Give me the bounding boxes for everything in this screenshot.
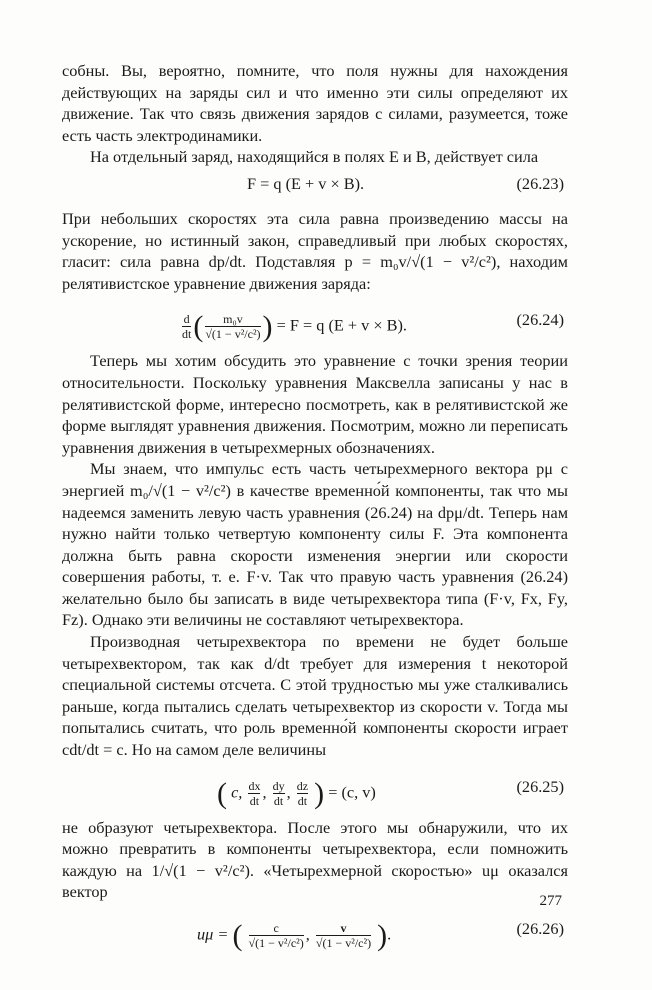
equation-number: (26.26) xyxy=(516,919,564,938)
derivative: $\frac{d}{dt}$ xyxy=(182,312,192,342)
equation-number: (26.24) xyxy=(516,310,564,330)
paragraph: Мы знаем, что импульс есть часть четырехмерного вектора pμ с энергией m₀/√(1 − v²/c²) в качестве временно́й компоненты, так что мы надеемся заменить левую часть уравнения (26.24) на dpμ/dt. Теперь нам нужно найти только четвертую компоненту силы F. Эта компонента должна быть равна скорости изменения энергии или скорости совершения работы, т. е. F·v. Так что правую часть уравнения (26.24) желательно было бы записать в виде четырехвектора типа (F·v, Fx, Fy, Fz). Однако эти величины не составляют четырехвектора. xyxy=(62,459,568,630)
paragraph: При небольших скоростях эта сила равна произведению массы на ускорение, но истинный закон, справедливый при любых скоростях, гласит: сила равна dp/dt. Подставляя p = m₀v/√(1 − v²/c²), находим релятивистское уравнение движения заряда: xyxy=(62,208,568,293)
rhs: = F = q (E + v × B). xyxy=(276,316,407,336)
rhs: = (c, v) xyxy=(328,782,376,802)
formula: ( c, $\frac{dx}{dt}$ , $\frac{dy}{dt}$ , $\frac{dz}{dt}$ ) = (c, v) xyxy=(217,776,376,810)
paragraph: собны. Вы, вероятно, помните, что поля нужны для нахождения действующих на заряды сил и что именно эти силы определяют их движение. Так что связь движения зарядов с силами, разумеется, тоже есть часть электродинамики. xyxy=(62,61,568,145)
equation-26-25 xyxy=(62,765,568,811)
equation-26-23 xyxy=(62,172,568,202)
formula: uμ = ( $\frac{c}{\text{√(1 − v²/c²)}}$ , $\frac{v}{\text{√(1 − v²/c²)}}$ ). xyxy=(197,919,392,952)
equation-number: (26.23) xyxy=(516,173,564,193)
paragraph: Производная четырехвектора по времени не будет больше четырехвектором, так как d/dt требует для измерения t некоторой специальной системы отсчета. С этой трудностью мы уже сталкивались раньше, когда пытались сделать четырехвектор из скорости v. Тогда мы попытались считать, что роль временно́й компоненты скорости играет cdt/dt = c. Но на самом деле величины xyxy=(62,632,568,760)
equation-26-24 xyxy=(62,298,568,344)
formula: F = q (E + v × B). xyxy=(247,173,365,193)
page-number: 277 xyxy=(539,893,562,909)
page-body xyxy=(62,60,568,959)
paragraph: Теперь мы хотим обсудить это уравнение с точки зрения теории относительности. Поскольку уравнения Максвелла записаны у нас в релятивистской форме, интересно посмотреть, как в релятивистской же форме выглядят уравнения движения. Посмотрим, можно ли переписать уравнения движения в четырехмерных обозначениях. xyxy=(62,351,568,457)
formula: $\frac{d}{dt}$ ( $\frac{\text{m₀v}}{\text{√(1 − v²/c²)}}$ ) = F = q (E + v × B). xyxy=(182,310,407,344)
equation-26-26 xyxy=(62,907,568,953)
paragraph: не образуют четырехвектора. После этого мы обнаружили, что их можно превратить в компоненты четырехвектора, если помножить каждую на 1/√(1 − v²/c²). «Четырехмерной скоростью» uμ оказался вектор xyxy=(62,817,568,902)
momentum-fraction: $\frac{\text{m₀v}}{\text{√(1 − v²/c²)}}$ xyxy=(205,312,261,342)
equation-number: (26.25) xyxy=(516,776,564,796)
paragraph: На отдельный заряд, находящийся в полях E и B, действует сила xyxy=(90,147,539,167)
